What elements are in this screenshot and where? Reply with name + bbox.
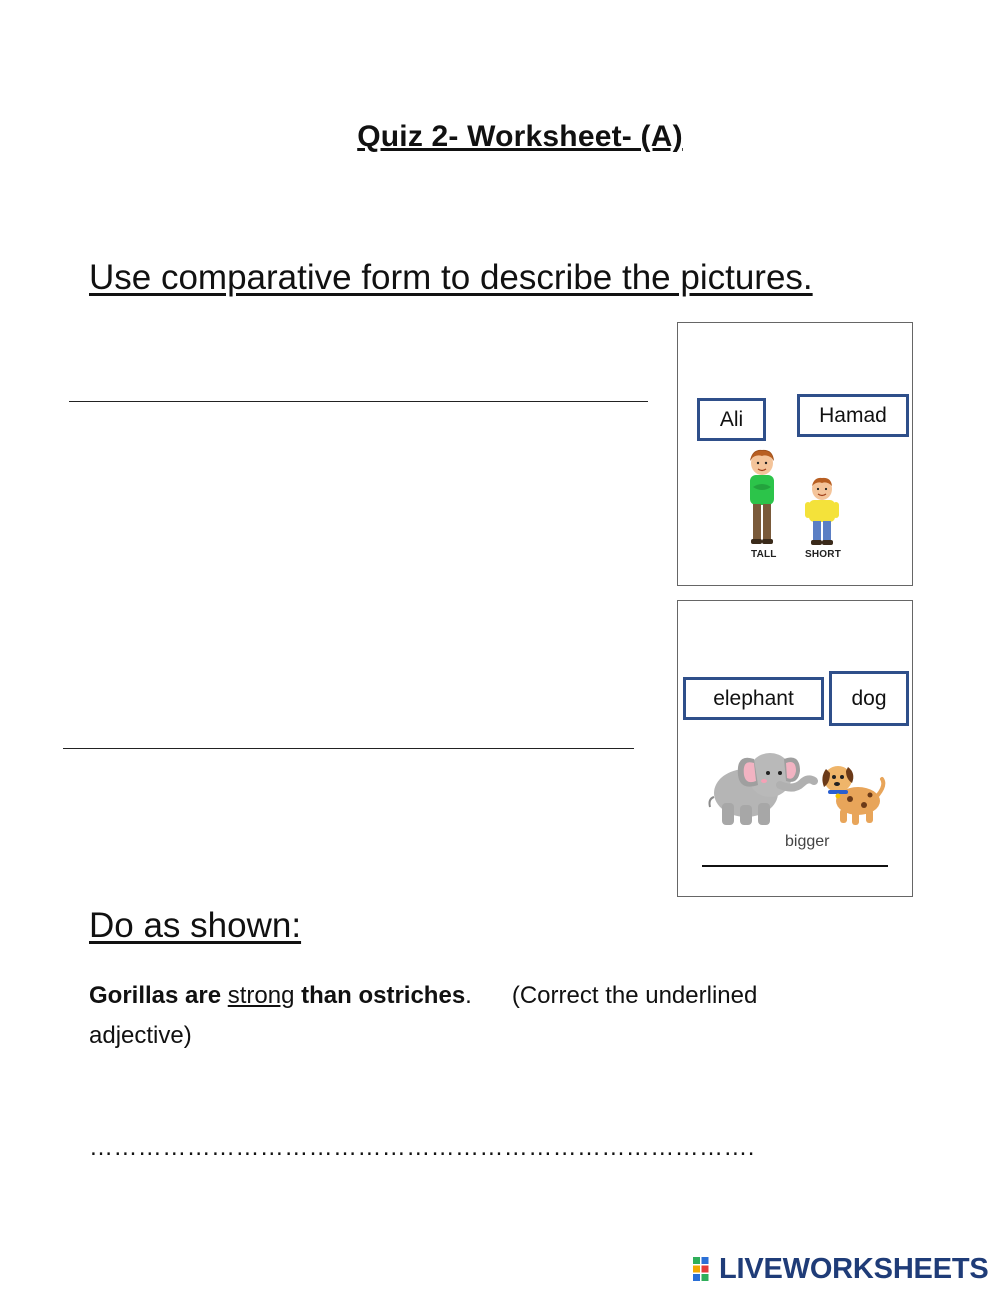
answer-line-1[interactable]	[69, 401, 648, 402]
caption-tall: TALL	[751, 549, 777, 560]
caption-bigger: bigger	[785, 833, 830, 850]
liveworksheets-wordmark: LIVEWORKSHEETS	[719, 1252, 989, 1285]
liveworksheets-logo	[692, 1253, 989, 1285]
caption-short: SHORT	[805, 549, 841, 560]
exercise-period: .	[465, 982, 472, 1009]
instruction-heading: Use comparative form to describe the pictures.	[89, 258, 813, 297]
worksheet-title: Quiz 2- Worksheet- (A)	[357, 120, 683, 153]
short-boy-illustration	[802, 475, 842, 547]
dotted-answer-line[interactable]: ……………………………………………………………………….	[89, 1134, 755, 1161]
exercise-underlined-adjective: strong	[227, 982, 295, 1009]
label-box-elephant	[683, 677, 824, 720]
picture-card-height	[677, 322, 913, 586]
card-answer-line[interactable]	[702, 865, 888, 867]
label-ali: Ali	[719, 407, 744, 431]
exercise-bold-end: than ostriches	[301, 982, 466, 1009]
elephant-illustration	[706, 741, 818, 831]
picture-card-size	[677, 600, 913, 897]
label-box-hamad	[797, 394, 909, 437]
label-box-dog	[829, 671, 909, 726]
exercise-note: (Correct the underlined adjective)	[89, 982, 758, 1049]
label-hamad: Hamad	[819, 403, 887, 427]
label-elephant: elephant	[713, 686, 794, 710]
liveworksheets-mark-icon	[692, 1256, 718, 1282]
exercise-bold-start: Gorillas are	[89, 982, 222, 1009]
answer-line-2[interactable]	[63, 748, 634, 749]
label-dog: dog	[851, 686, 887, 710]
exercise-sentence	[89, 976, 849, 1056]
section-heading-do-as-shown: Do as shown:	[89, 906, 302, 945]
label-box-ali	[697, 398, 766, 441]
dog-illustration	[820, 759, 886, 829]
tall-boy-illustration	[740, 447, 784, 547]
